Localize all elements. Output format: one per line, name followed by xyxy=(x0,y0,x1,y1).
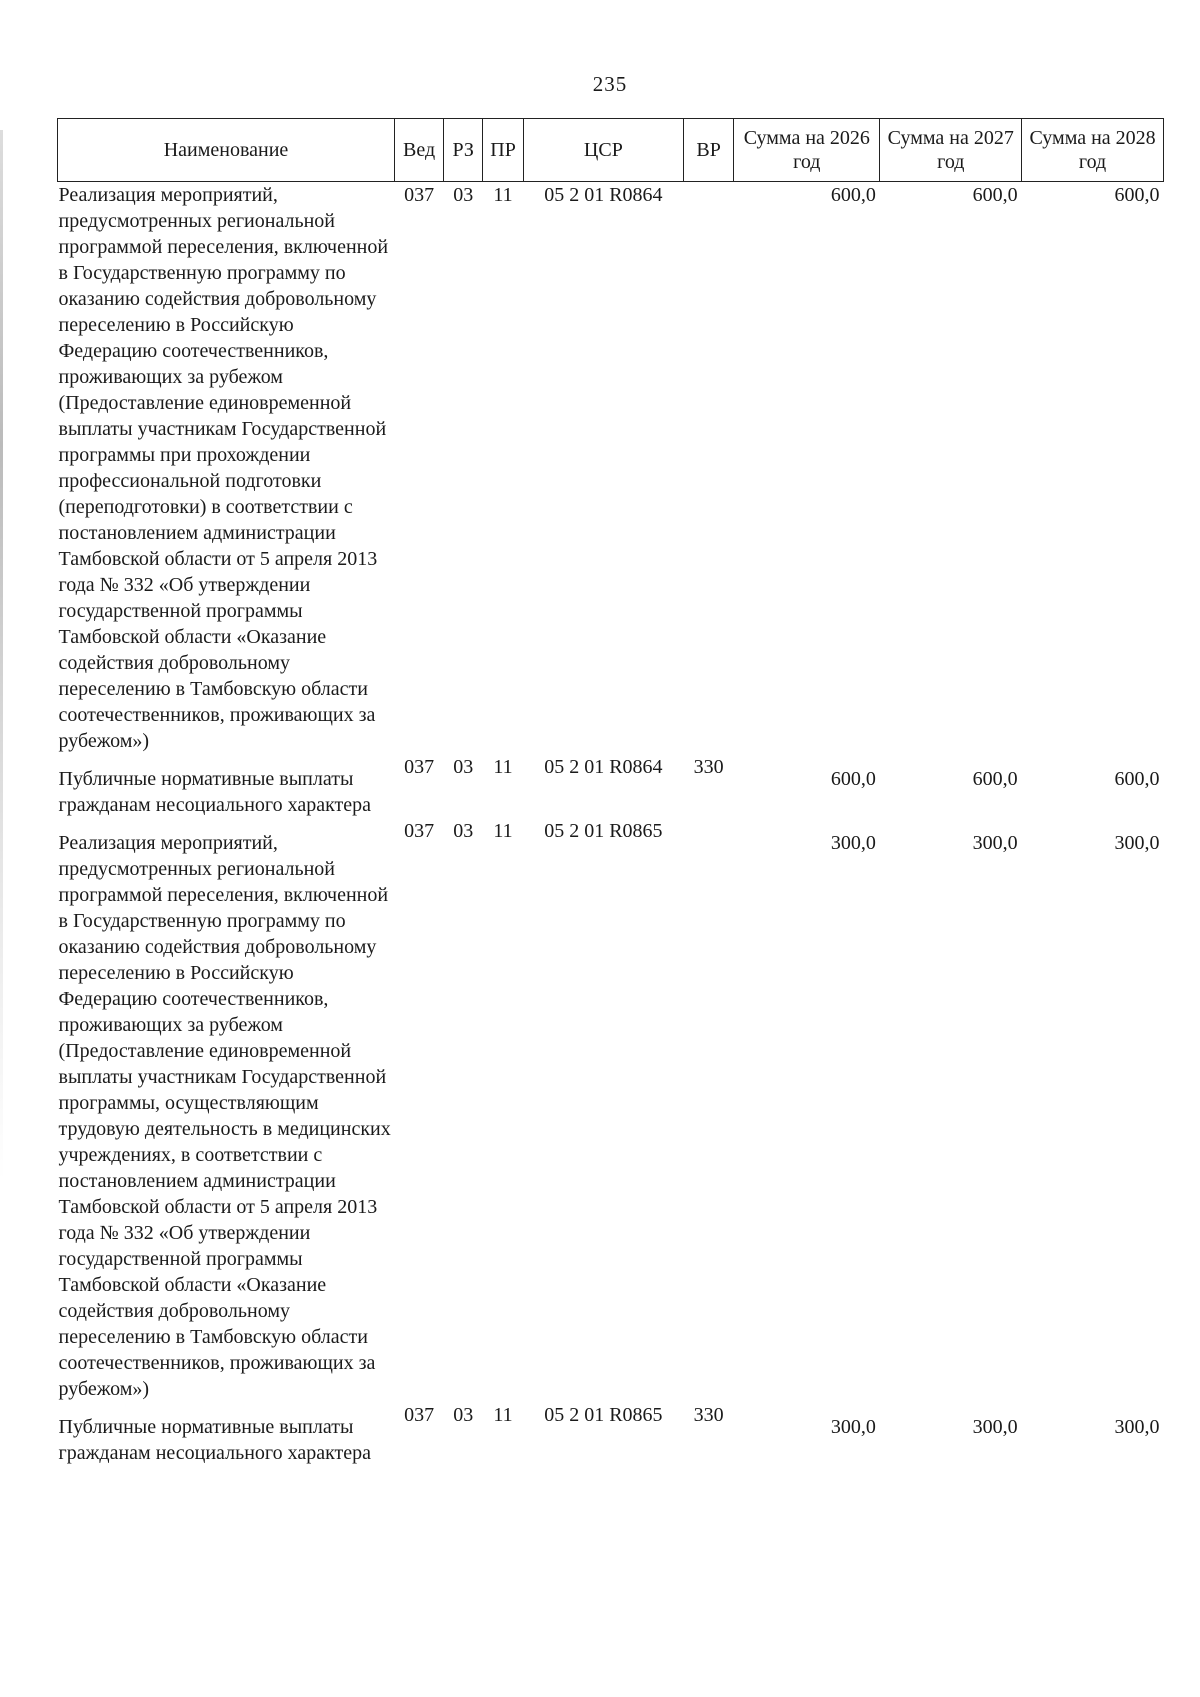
table-row xyxy=(58,182,1164,755)
cell-pr: 11 xyxy=(493,1404,513,1426)
cell-sum-2026: 600,0 xyxy=(830,768,876,790)
cell-sum-2028: 300,0 xyxy=(1114,832,1160,854)
cell-sum-2026: 600,0 xyxy=(830,184,876,206)
cell-sum-2027: 600,0 xyxy=(972,768,1018,790)
cell-ved: 037 xyxy=(404,184,435,206)
cell-vr xyxy=(684,818,734,1402)
budget-table xyxy=(57,118,1164,1466)
table-header xyxy=(58,119,1164,182)
header-sum-2027: Сумма на 2027 год xyxy=(880,119,1022,182)
cell-name: Реализация мероприятий, предусмотренных региональной программой переселения, включенной в Государственную программу по оказанию содействия добровольному переселению в Российскую Федерацию соотечественников, проживающих за рубежом (Предоставление единовременной выплаты участникам Государственной программы при прохождении профессиональной подготовки (переподготовки) в соответствии с постановлением администрации Тамбовской области от 5 апреля 2013 года № 332 «Об утверждении государственной программы Тамбовской области «Оказание содействия добровольному переселению в Тамбовскую области соотечественников, проживающих за рубежом») xyxy=(58,184,389,752)
cell-name: Реализация мероприятий, предусмотренных региональной программой переселения, включенной в Государственную программу по оказанию содействия добровольному переселению в Российскую Федерацию соотечественников, проживающих за рубежом (Предоставление единовременной выплаты участникам Государственной программы, осуществляющим трудовую деятельность в медицинских учреждениях, в соответствии с постановлением администрации Тамбовской области от 5 апреля 2013 года № 332 «Об утверждении государственной программы Тамбовской области «Оказание содействия добровольному переселению в Тамбовскую области соотечественников, проживающих за рубежом») xyxy=(58,832,391,1400)
cell-ved: 037 xyxy=(404,756,435,778)
cell-pr: 11 xyxy=(493,820,513,842)
cell-sum-2027: 300,0 xyxy=(972,1416,1018,1438)
cell-csr: 05 2 01 R0864 xyxy=(544,756,663,778)
cell-csr: 05 2 01 R0865 xyxy=(544,820,663,842)
header-sum-2028: Сумма на 2028 год xyxy=(1022,119,1164,182)
header-vr: ВР xyxy=(684,119,734,182)
cell-sum-2028: 600,0 xyxy=(1114,184,1160,206)
cell-pr: 11 xyxy=(493,184,513,206)
cell-sum-2028: 300,0 xyxy=(1114,1416,1160,1438)
cell-sum-2026: 300,0 xyxy=(830,1416,876,1438)
cell-sum-2027: 600,0 xyxy=(972,184,1018,206)
cell-sum-2027: 300,0 xyxy=(972,832,1018,854)
cell-vr: 330 xyxy=(693,756,724,778)
cell-rz: 03 xyxy=(453,820,474,842)
cell-ved: 037 xyxy=(404,1404,435,1426)
table-row xyxy=(58,1402,1164,1466)
header-ved: Вед xyxy=(395,119,444,182)
cell-sum-2028: 600,0 xyxy=(1114,768,1160,790)
header-name: Наименование xyxy=(58,119,395,182)
cell-rz: 03 xyxy=(453,756,474,778)
header-pr: ПР xyxy=(483,119,523,182)
scan-edge-shadow xyxy=(0,130,3,1180)
header-sum-2026: Сумма на 2026 год xyxy=(734,119,880,182)
cell-csr: 05 2 01 R0865 xyxy=(544,1404,663,1426)
table-row xyxy=(58,754,1164,818)
cell-rz: 03 xyxy=(453,1404,474,1426)
cell-pr: 11 xyxy=(493,756,513,778)
cell-rz: 03 xyxy=(453,184,474,206)
cell-sum-2026: 300,0 xyxy=(830,832,876,854)
cell-name: Публичные нормативные выплаты гражданам несоциального характера xyxy=(58,768,372,816)
cell-vr xyxy=(684,182,734,755)
cell-csr: 05 2 01 R0864 xyxy=(544,184,663,206)
header-rz: РЗ xyxy=(444,119,483,182)
page-number: 235 xyxy=(592,72,628,96)
table-row xyxy=(58,818,1164,1402)
header-csr: ЦСР xyxy=(523,119,683,182)
cell-ved: 037 xyxy=(404,820,435,842)
cell-vr: 330 xyxy=(693,1404,724,1426)
cell-name: Публичные нормативные выплаты гражданам несоциального характера xyxy=(58,1416,372,1464)
